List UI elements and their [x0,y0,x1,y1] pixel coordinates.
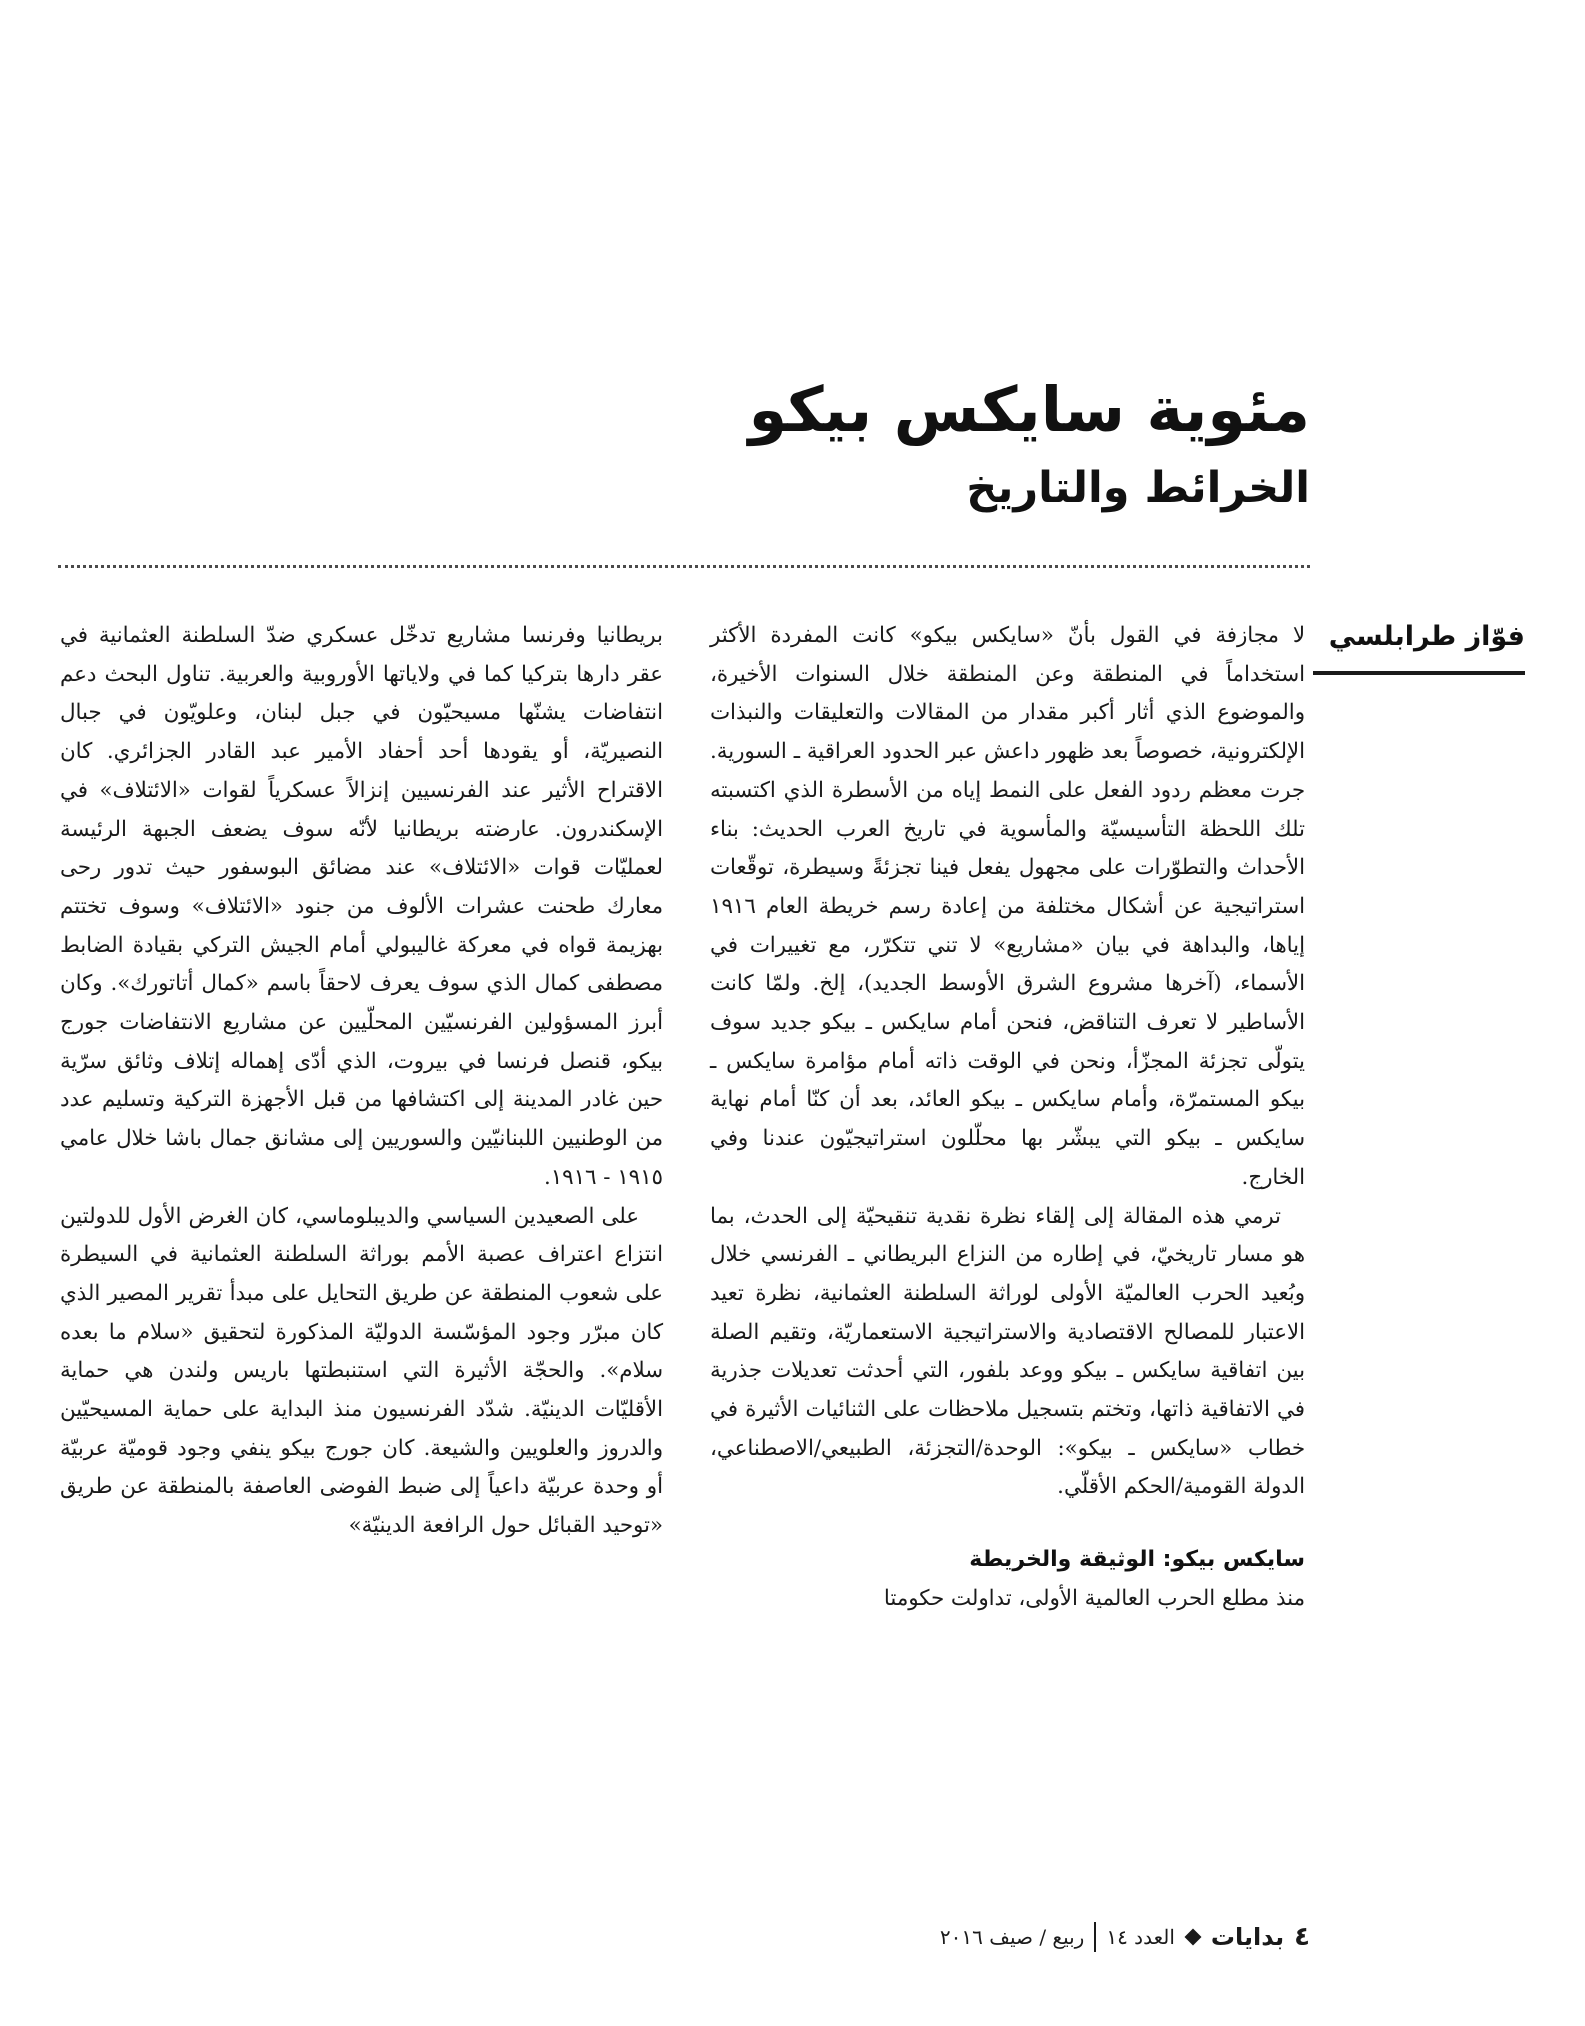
journal-name: بدايات [1210,1923,1285,1951]
diamond-icon [1184,1929,1201,1946]
author-block [1305,617,1525,675]
section-heading: سايكس بيكو: الوثيقة والخريطة [969,1547,1305,1573]
paragraph: منذ مطلع الحرب العالمية الأولى، تداولت حكومتا [883,1585,1305,1611]
text-column-right [710,617,1305,1619]
author-name: فوّاز طرابلسي [1328,621,1525,652]
page-number: ٤ [1294,1922,1310,1952]
article-title: مئوية سايكس بيكو [748,373,1310,446]
page-footer [940,1922,1310,1952]
issue-number: العدد ١٤ [1106,1925,1175,1949]
article-subtitle: الخرائط والتاريخ [966,463,1310,513]
issue-season: ربيع / صيف ٢٠١٦ [939,1925,1085,1949]
text-column-left [60,617,663,1546]
paragraph: لا مجازفة في القول بأنّ «سايكس بيكو» كانت المفردة الأكثر استخداماً في المنطقة وعن المنطقة خلال السنوات الأخيرة، والموضوع الذي أثار أكبر مقدار من المقالات والتعليقات والنبذات الإلكترونية، خصوصاً بعد ظهور داعش عبر الحدود العراقية ـ السورية. جرت معظم ردود الفعل على النمط إياه من الأسطرة الذي اكتسبته تلك اللحظة التأسيسيّة والمأسوية في تاريخ العرب الحديث: بناء الأحداث والتطوّرات على مجهول يفعل فينا تجزئةً وسيطرة، توقّعات استراتيجية عن أشكال مختلفة من إعادة رسم خريطة العام ١٩١٦ إياها، والبداهة في بيان «مشاريع» لا تني تتكرّر، مع تغييرات في الأسماء، (آخرها مشروع الشرق الأوسط الجديد)، إلخ. ولمّا كانت الأساطير لا تعرف التناقض، فنحن أمام سايكس ـ بيكو جديد سوف يتولّى تجزئة المجزّأ، ونحن في الوقت ذاته أمام مؤامرة سايكس ـ بيكو المستمرّة، وأمام سايكس ـ بيكو العائد، بعد أن كنّا أمام نهاية سايكس ـ بيكو التي يبشّر بها محلّلون استراتيجيّون عندنا وفي الخارج. [710,623,1305,1190]
title-divider [58,565,1310,568]
paragraph: على الصعيدين السياسي والديبلوماسي، كان الغرض الأول للدولتين انتزاع اعتراف عصبة الأمم بوراثة السلطنة العثمانية في السيطرة على شعوب المنطقة عن طريق التحايل على مبدأ تقرير المصير الذي كان مبرّر وجود المؤسّسة الدوليّة المذكورة لتحقيق «سلام ما بعده سلام». والحجّة الأثيرة التي استنبطتها باريس ولندن هي حماية الأقليّات الدينيّة. شدّد الفرنسيون منذ البداية على حماية المسيحيّين والدروز والعلويين والشيعة. كان جورج بيكو ينفي وجود قوميّة عربيّة أو وحدة عربيّة داعياً إلى ضبط الفوضى العاصفة بالمنطقة عن طريق «توحيد القبائل حول الرافعة الدينيّة» [60,1203,663,1539]
paragraph: ترمي هذه المقالة إلى إلقاء نظرة نقدية تنقيحيّة إلى الحدث، بما هو مسار تاريخيّ، في إطاره من النزاع البريطاني ـ الفرنسي خلال وبُعيد الحرب العالميّة الأولى لوراثة السلطنة العثمانية، نظرة تعيد الاعتبار للمصالح الاقتصادية والاستراتيجية الاستعماريّة، وتقيم الصلة بين اتفاقية سايكس ـ بيكو ووعد بلفور، التي أحدثت تعديلات جذرية في الاتفاقية ذاتها، وتختم بتسجيل ملاحظات على الثنائيات الأثيرة في خطاب «سايكس ـ بيكو»: الوحدة/التجزئة، الطبيعي/الاصطناعي، الدولة القومية/الحكم الأقلّي. [710,1203,1305,1500]
article-title-block [510,368,1310,518]
paragraph: بريطانيا وفرنسا مشاريع تدخّل عسكري ضدّ السلطنة العثمانية في عقر دارها بتركيا كما في ولاياتها الأوروبية والعربية. تناول البحث دعم انتفاضات يشنّها مسيحيّون في جبل لبنان، وعلويّون في جبال النصيريّة، أو يقودها أحد أحفاد الأمير عبد القادر الجزائري. كان الاقتراح الأثير عند الفرنسيين إنزالاً عسكرياً لقوات «الائتلاف» في الإسكندرون. عارضته بريطانيا لأنّه سوف يضعف الجبهة الرئيسة لعمليّات قوات «الائتلاف» عند مضائق البوسفور حيث تدور رحى معارك طحنت عشرات الألوف من جنود «الائتلاف» وسوف تختتم بهزيمة قواه في معركة غاليبولي أمام الجيش التركي بقيادة الضابط مصطفى كمال الذي سوف يعرف لاحقاً باسم «كمال أتاتورك». وكان أبرز المسؤولين الفرنسيّين المحلّيين عن مشاريع الانتفاضات جورج بيكو، قنصل فرنسا في بيروت، الذي أدّى إهماله إتلاف وثائق سرّية حين غادر المدينة إلى اكتشافها من قبل الأجهزة التركية وتسليم عدد من الوطنيين اللبنانيّين والسوريين إلى مشانق جمال باشا خلال عامي ١٩١٥ - ١٩١٦. [60,623,663,1190]
footer-separator [1094,1922,1096,1952]
author-underline [1313,671,1525,675]
